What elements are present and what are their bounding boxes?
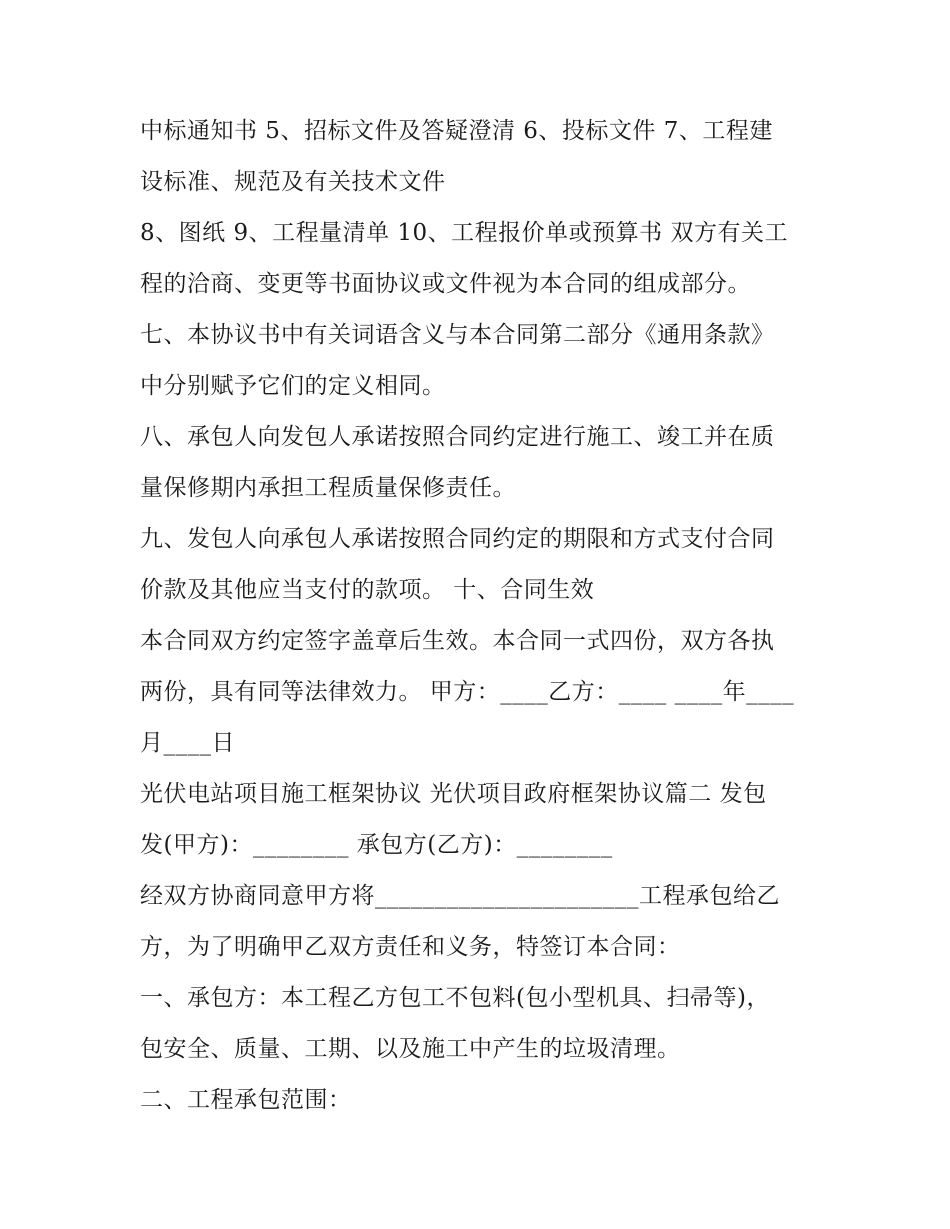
text-line: 中分别赋予它们的定义相同。	[140, 373, 446, 399]
text-line: 八、承包人向发包人承诺按照合同约定进行施工、竣工并在质	[140, 424, 775, 450]
text-line: 方，为了明确甲乙双方责任和义务，特签订本合同：	[140, 934, 681, 960]
text-line: 九、发包人向承包人承诺按照合同约定的期限和方式支付合同	[140, 526, 775, 552]
text-line: 七、本协议书中有关词语含义与本合同第二部分《通用条款》	[140, 322, 775, 348]
text-line: 一、承包方：本工程乙方包工不包料(包小型机具、扫帚等)，	[140, 985, 770, 1011]
text-line: 价款及其他应当支付的款项。 十、合同生效	[140, 577, 595, 603]
text-line: 两份，具有同等法律效力。 甲方：____乙方：____ ____年____	[140, 679, 795, 705]
text-line: 8、图纸 9、工程量清单 10、工程报价单或预算书 双方有关工	[140, 220, 788, 246]
text-line: 发(甲方)：________ 承包方(乙方)：________	[140, 832, 613, 858]
text-line: 二、工程承包范围：	[140, 1087, 352, 1113]
text-line: 中标通知书 5、招标文件及答疑澄清 6、投标文件 7、工程建	[140, 118, 773, 144]
text-line: 设标准、规范及有关技术文件	[140, 169, 446, 195]
text-line: 包安全、质量、工期、以及施工中产生的垃圾清理。	[140, 1036, 681, 1062]
text-line: 程的洽商、变更等书面协议或文件视为本合同的组成部分。	[140, 271, 751, 297]
text-line: 月____日	[140, 730, 235, 756]
text-line: 量保修期内承担工程质量保修责任。	[140, 475, 516, 501]
document-body	[140, 106, 820, 1126]
text-line: 经双方协商同意甲方将______________________工程承包给乙	[140, 883, 780, 909]
text-line: 本合同双方约定签字盖章后生效。本合同一式四份，双方各执	[140, 628, 775, 654]
text-line: 光伏电站项目施工框架协议 光伏项目政府框架协议篇二 发包	[140, 781, 767, 807]
